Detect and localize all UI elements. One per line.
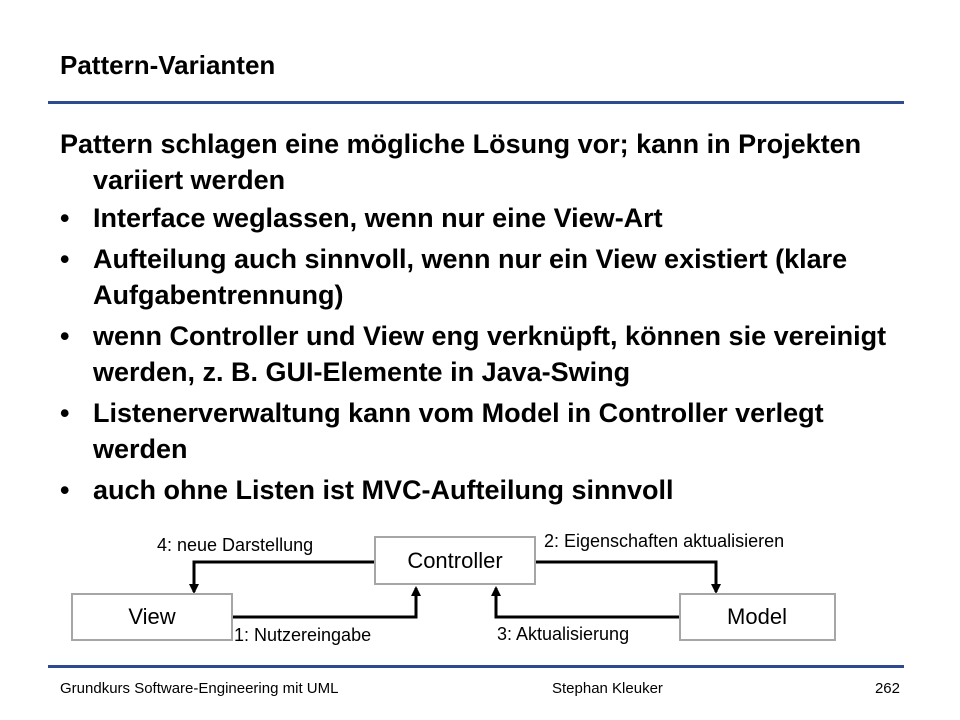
edge-new-display <box>194 562 375 592</box>
bullet-icon: • <box>60 244 70 274</box>
footer-divider <box>48 665 904 668</box>
intro-text: Pattern schlagen eine mögliche Lösung vor; kann in Projekten variiert werden <box>60 129 862 195</box>
bullet-text: Aufteilung auch sinnvoll, wenn nur ein View existiert (klare Aufgabentrennung) <box>93 244 848 310</box>
bullet-icon: • <box>60 321 70 351</box>
edge-user-input <box>232 588 416 617</box>
edge-label-update-properties: 2: Eigenschaften aktualisieren <box>544 531 785 551</box>
bullet-icon: • <box>60 203 70 233</box>
bullet-icon: • <box>60 475 70 505</box>
bullet-text: Interface weglassen, wenn nur eine View-Art <box>93 203 663 233</box>
edge-label-new-display: 4: neue Darstellung <box>157 535 314 555</box>
edge-label-refresh: 3: Aktualisierung <box>497 624 630 644</box>
bullet-icon: • <box>60 398 70 428</box>
controller-label: Controller <box>407 548 503 573</box>
edge-label-user-input: 1: Nutzereingabe <box>234 625 372 645</box>
footer-course-title: Grundkurs Software-Engineering mit UML <box>60 680 339 697</box>
slide-title: Pattern-Varianten <box>60 50 276 80</box>
model-label: Model <box>727 604 787 629</box>
edge-update-properties <box>535 562 716 592</box>
bullet-text: wenn Controller und View eng verknüpft, können sie vereinigt werden, z. B. GUI-Elemente in Java-Swing <box>93 321 887 387</box>
view-label: View <box>128 604 176 629</box>
footer-author: Stephan Kleuker <box>552 680 663 697</box>
edge-refresh <box>496 588 680 617</box>
bullet-text: Listenerverwaltung kann vom Model in Controller verlegt werden <box>93 398 824 464</box>
bullet-text: auch ohne Listen ist MVC-Aufteilung sinnvoll <box>93 475 674 505</box>
footer-page-number: 262 <box>874 680 900 697</box>
